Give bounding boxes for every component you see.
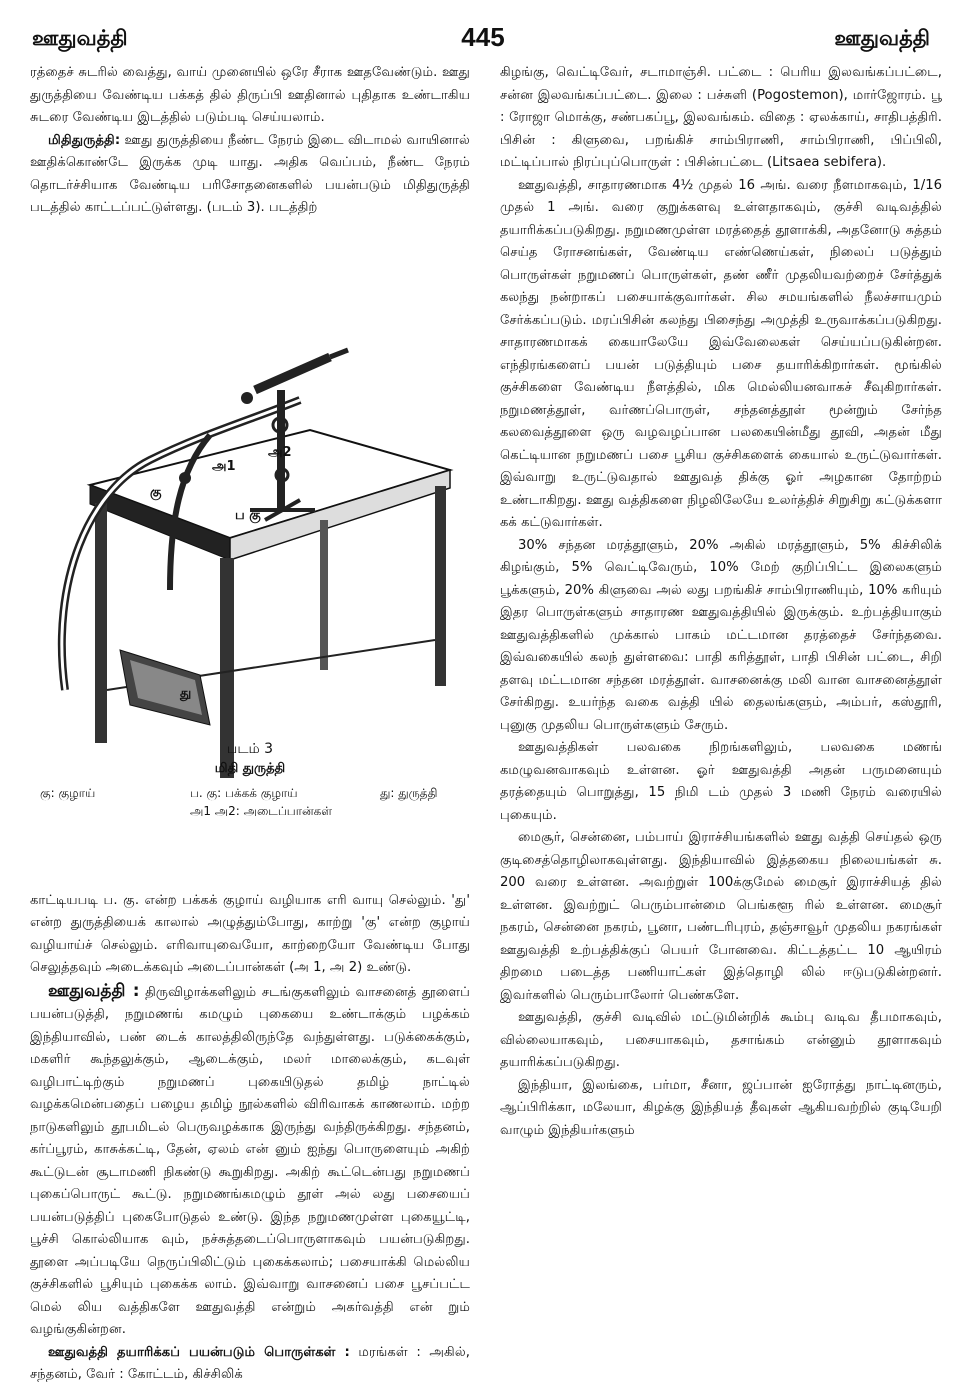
label-a2: அ2 bbox=[268, 444, 292, 460]
right-para-5: மைசூர், சென்னை, பம்பாய் இராச்சியங்களில் ஊது வத்தி செய்தல் ஒரு குடிசைத்தொழிலாகவுள்ளது. இந்தியாவில் இத்தகைய நிலையங்கள் சு. 200 வரை உள்ளன. அவற்றுள் 100க்குமேல் மைசூர் இராச்சியத் தில் உள்ளன. இவற்றுட் பெரும்பான்மை பெங்களூ ரில் உள்ளன. மைசூர் நகரம், சென்னை நகரம், பூனா, பண்டரிபுரம், தஞ்சாவூர் முதலிய நகரங்கள் ஊதுவத்தி உற்பத்திக்குப் பெயர் போனவை. கிட்டத்தட்ட 10 ஆயிரம் திறமை படைத்த பணியாட்கள் இத்தொழி லில் ஈடுபடுகின்றனர். இவர்களில் பெரும்பாலோர் பெண்களே. bbox=[500, 830, 942, 1003]
running-head-right: ஊதுவத்தி bbox=[834, 26, 930, 50]
section-heading-oothuvathi: ஊதுவத்தி : bbox=[48, 980, 140, 1001]
right-para-4: ஊதுவத்திகள் பலவகை நிறங்களிலும், பலவகை மணங் கமழுவனவாகவும் உள்ளன. ஓர் ஊதுவத்தி அதன் பருமனையும் தரத்தையும் பொறுத்து, 15 நிமி டம் முதல் 3 மணி நேரம் வரையில் புகையும். bbox=[500, 740, 942, 823]
right-column bbox=[500, 62, 942, 1142]
label-ku: கு bbox=[150, 484, 162, 500]
left-para-5-text: மரங்கள் : அகில், சந்தனம், வேர் : கோட்டம், கிச்சிலிக் bbox=[30, 1344, 470, 1382]
right-para-3: 30% சந்தன மரத்தூளும், 20% அகில் மரத்தூளும், 5% கிச்சிலிக் கிழங்கும், 5% வெட்டிவேரும், 10% மேற் குறிப்பிட்ட இலைகளும் பூக்களும், 20% கிளுவை அல் லது பறங்கிச் சாம்பிராணியும், 10% கரியும் இதர பொருள்களும் சாதாரண ஊதுவத்தியில் இருக்கும். உற்பத்தியாகும் ஊதுவத்திகளில் முக்கால் பாகம் மட்டமான தரத்தைச் சேர்ந்தவை. இவ்வகையில் கலந் துள்ளவை: பாதி கரித்தூள், பாதி பிசின் பட்டை, சிறி தளவு மட்டமான சந்தன மரத்தூள். வாசனைக்கு மலி வான வாசனைத்தூள் சேர்கிறது. உயர்ந்த வகை வத்தி யில் தைலங்களும், அம்பர், கஸ்தூரி, புனுகு முதலிய பொருள்களும் சேரும். bbox=[500, 537, 942, 733]
right-para-1: கிழங்கு, வெட்டிவேர், சடாமாஞ்சி. பட்டை : பெரிய இலவங்கப்பட்டை, சன்ன இலவங்கப்பட்டை. இலை : பச்சுளி (Pogostemon), மார்ஜோரம். பூ : ரோஜா மொக்கு, சண்பகப்பூ, இலவங்கம். விதை : ஏலக்காய், சாதிபத்திரி. பிசின் : கிளுவை, பறங்கிச் சாம்பிராணி, சாம்பிராணி, பிப்பிலி, மட்டிப்பால் நிரப்புப்பொருள் : பிசின்பட்டை (Litsaea sebifera). bbox=[500, 65, 942, 170]
left-para-2-label: மிதிதுருத்தி: bbox=[48, 132, 121, 148]
label-paku: ப கு bbox=[235, 507, 261, 523]
left-para-3: காட்டியபடி ப. கு. என்ற பக்கக் குழாய் வழியாக எரி வாயு செல்லும். 'து' என்ற துருத்தியைக் காலால் அழுத்தும்போது, காற்று 'கு' என்ற குழாய் வழியாய்ச் செல்லும். எரிவாயுவையோ, காற்றையோ வேண்டிய போது செலுத்தவும் அடைக்கவும் அடைப்பான்கள் (அ 1, அ 2) உண்டு. bbox=[30, 892, 470, 975]
left-para-4 bbox=[30, 980, 470, 1342]
right-para-7: இந்தியா, இலங்கை, பர்மா, சீனா, ஜப்பான் ஐரோத்து நாட்டினரும், ஆப்பிரிக்கா, மலேயா, கிழக்கு இந்தியத் தீவுகள் ஆகியவற்றில் குடியேறி வாழும் இந்தியர்களும் bbox=[500, 1077, 942, 1138]
label-thu: து bbox=[180, 685, 192, 701]
page-number: 445 bbox=[461, 22, 505, 52]
left-column bbox=[30, 62, 470, 1387]
left-para-5 bbox=[30, 1342, 470, 1387]
legend-thu: து: துருத்தி bbox=[380, 785, 438, 800]
left-para-2-text: ஊது துருத்தியை நீண்ட நேரம் இடை விடாமல் வாயினால் ஊதிக்கொண்டே இருக்க முடி யாது. அதிக வெப்பம், நீண்ட நேரம் தொடர்ச்சியாக வேண்டிய பரிசோதனைகளில் பயன்படும் மிதிதுருத்தி படத்தில் காட்டப்பட்டுள்ளது. (படம் 3). படத்திற் bbox=[30, 132, 470, 215]
legend-paku: ப. கு: பக்கக் குழாய் bbox=[190, 785, 298, 800]
figure-title: மிதி துருத்தி bbox=[214, 760, 286, 776]
right-para-6: ஊதுவத்தி, குச்சி வடிவில் மட்டுமின்றிக் கூம்பு வடிவ தீபமாகவும், வில்லையாகவும், பசையாகவும், தசாங்கம் என்னும் தூளாகவும் தயாரிக்கப்படுகிறது. bbox=[500, 1010, 942, 1070]
left-para-2 bbox=[30, 130, 470, 220]
materials-heading: ஊதுவத்தி தயாரிக்கப் பயன்படும் பொருள்கள் : bbox=[48, 1344, 350, 1360]
figure-drawing bbox=[30, 220, 470, 785]
left-para-4-text: திருவிழாக்களிலும் சடங்குகளிலும் வாசனைத் தூளைப் பயன்படுத்தி, நறுமணங் கமழும் புகையை உண்டாக்கும் பழக்கம் இந்தியாவில், பண் டைக் காலத்திலிருந்தே வந்துள்ளது. படுக்கைக்கும், மகளிர் கூந்தலுக்கும், ஆடைக்கும், மலர் மாலைக்கும், கடவுள் வழிபாட்டிற்கும் நறுமணப் புகையிடுதல் தமிழ் நாட்டில் வழக்கமென்பதைப் பழைய தமிழ் நூல்களில் விரிவாகக் காணலாம். மற்ற நாடுகளிலும் தூபமிடல் பெருவழக்காக இருந்து வந்திருக்கிறது. சந்தனம், கர்ப்பூரம், காசுக்கட்டி, தேன், ஏலம் என் னும் ஐந்து பொருளையும் அகிற் கூட்டுடன் சூடாமணி நிகண்டு கூறுகிறது. அகிற் கூட்டென்பது நறுமணப் புகைப்பொருட் கூட்டு. நறுமணங்கமழும் தூள் அல் லது பசையைப் பயன்படுத்திப் புகைபோடுதல் உண்டு. இந்த நறுமணமுள்ள புகையூட்டி, பூச்சி கொல்லியாக வும், நச்சுத்தடைப்பொருளாகவும் பயன்படுகிறது. தூளை அப்படியே நெருப்பிலிட்டும் புகைக்கலாம்; பசையாக்கி மெல்லிய குச்சிகளில் பூசியும் புகைக்க லாம். இவ்வாறு வாசனைப் பசை பூசப்பட்ட மெல் லிய வத்திகளே ஊதுவத்தி என்றும் அகர்வத்தி என் றும் வழங்குகின்றன. bbox=[30, 984, 470, 1337]
left-para-1: ரத்தைச் சுடரில் வைத்து, வாய் முனையில் ஒரே சீராக ஊதவேண்டும். ஊது துருத்தியை வேண்டிய பக்கத் தில் திருப்பி ஊதினால் புதிதாக உண்டாகிய சுடரை வேண்டிய இடத்தில் படும்படி செய்யலாம். bbox=[30, 65, 470, 125]
figure-3 bbox=[30, 220, 470, 890]
right-para-2: ஊதுவத்தி, சாதாரணமாக 4½ முதல் 16 அங். வரை நீளமாகவும், 1/16 முதல் 1 அங். வரை குறுக்களவு உள்ளதாகவும், குச்சி வடிவத்தில் தயாரிக்கப்படுகிறது. நறுமணமுள்ள மரத்தைத் தூளாக்கி, அதனோடு சுத்தம் செய்த ரோசனங்கள், வேண்டிய எண்ணெய்கள், நிலைப் படுத்தும் பொருள்கள் நறுமணப் பொருள்கள், தண் ணீர் முதலியவற்றைச் சேர்த்துக் கலந்து நன்றாகப் பசையாக்குவார்கள். சில சமயங்களில் நீலச்சாயமும் சேர்க்கப்படும். மரப்பிசின் கலந்து பிசைந்து அமுத்தி உருவாக்கப்படுகிறது. சாதாரணமாகக் கையாலேயே இவ்வேலைகள் செய்யப்படுகின்றன. எந்திரங்களைப் பயன் படுத்தியும் பசை தயாரிக்கிறார்கள். மூங்கில் குச்சிகளை வேண்டிய நீளத்தில், மிக மெல்லியனவாகச் சீவுகிறார்கள். நறுமணத்தூள், வர்ணப்பொருள், சந்தனத்தூள் மூன்றும் சேர்ந்த கலவைத்தூளை ஒரு வழவழப்பான பலகையின்மீது தூவி, அதன் மீது கெட்டியான நறுமணப் பசை பூசிய குச்சிகளைக் கையால் உருட்டுவார்கள். இவ்வாறு உருட்டுவதால் ஊதுவத் திக்கு ஓர் அழகான தோற்றம் உண்டாகிறது. ஊது வத்திகளை நிழலிலேயே உலர்த்திச் சிறுசிறு கட்டுக்களா கக் கட்டுவார்கள். bbox=[500, 177, 942, 530]
figure-number: படம் 3 bbox=[226, 740, 274, 757]
label-a1: அ1 bbox=[212, 458, 236, 474]
running-head-left: ஊதுவத்தி bbox=[32, 26, 128, 50]
blowpipe-illustration bbox=[30, 220, 470, 785]
legend-ku: கு: குழாய் bbox=[40, 785, 96, 800]
legend-a: அ1 அ2: அடைப்பான்கள் bbox=[190, 803, 333, 818]
